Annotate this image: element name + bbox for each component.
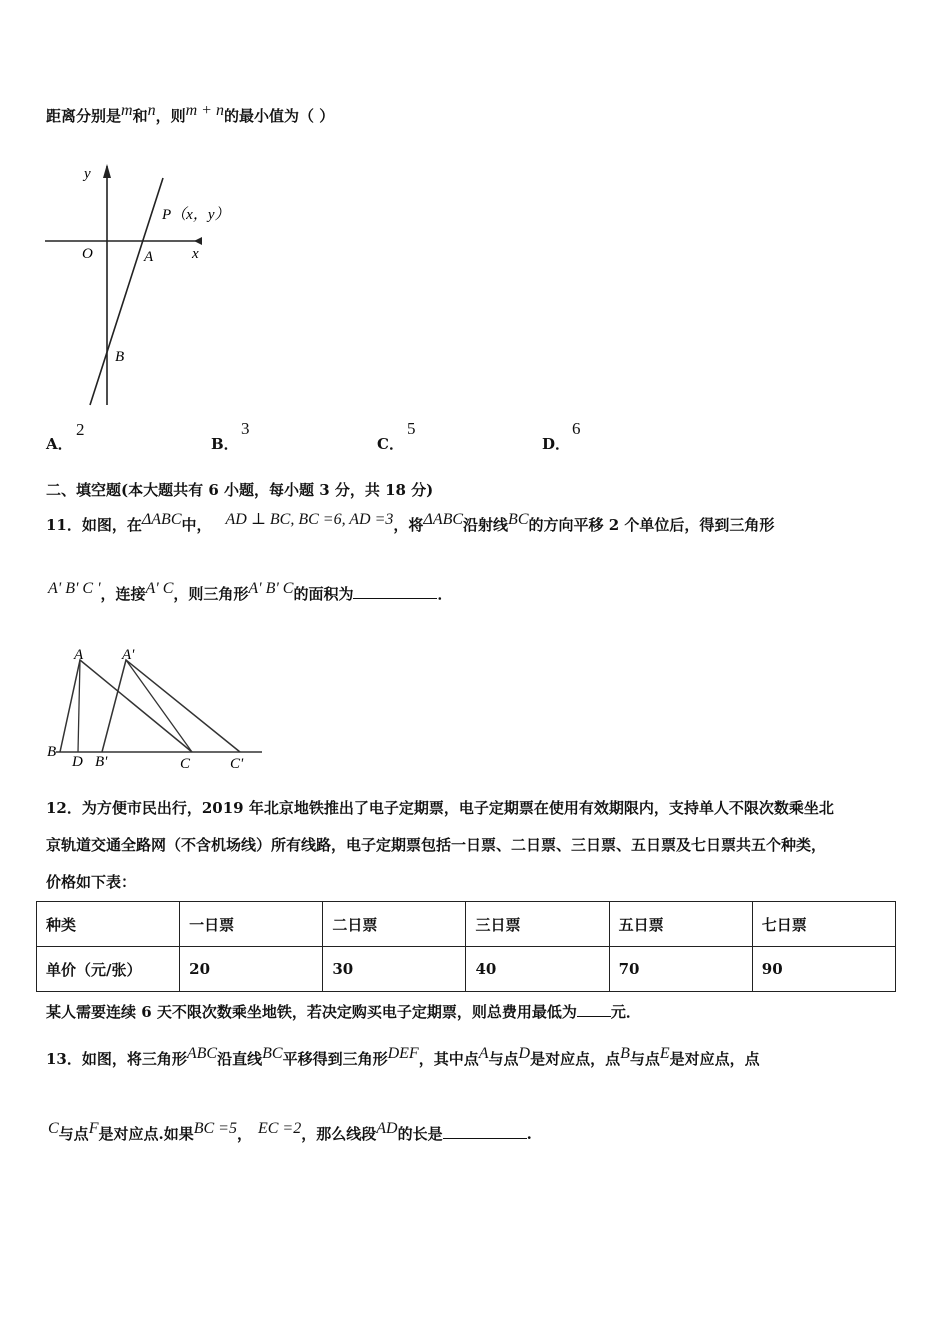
q12-stem-line1: 12．为方便市民出行，2019 年北京地铁推出了电子定期票，电子定期票在使用有效期限内，支持单人不限次数乘坐北 <box>46 799 834 817</box>
label-a-prime: A' <box>122 648 135 663</box>
table-header-cell: 种类 <box>37 902 180 947</box>
option-b: B． <box>211 435 239 453</box>
table-header-cell: 一日票 <box>180 902 323 947</box>
x-axis-label: x <box>192 246 199 262</box>
y-axis-arrow <box>103 164 111 178</box>
label-a: A <box>74 648 84 663</box>
triangle-a2b2c2 <box>102 660 240 752</box>
table-header-cell: 三日票 <box>466 902 609 947</box>
q13-answer-blank <box>443 1138 527 1139</box>
table-header-cell: 二日票 <box>323 902 466 947</box>
origin-label: O <box>82 246 93 262</box>
option-b-value: 3 <box>241 419 250 438</box>
table-row <box>37 947 896 992</box>
q12-stem-line2: 京轨道交通全路网（不含机场线）所有线路，电子定期票包括一日票、二日票、三日票、五日票及七日票共五个种类， <box>46 836 827 854</box>
table-cell: 40 <box>466 947 609 992</box>
table-header-cell: 七日票 <box>752 902 895 947</box>
q13-stem-line2: $^C$与点$^F$是对应点.如果$^{BC =5}$， $^{EC =2}$，那么线段$^{AD}$的长是 . <box>48 1120 532 1143</box>
table-header-cell: 五日票 <box>609 902 752 947</box>
y-axis-label: y <box>84 166 91 182</box>
point-p-label: P（x，y） <box>162 207 230 223</box>
q11-stem-line2: $^{A' B' C '}$，连接$^{A' C}$，则三角形$^{A' B' C}$的面积为 ． <box>48 580 453 603</box>
x-axis-arrow <box>194 237 202 245</box>
label-d: D <box>72 754 83 770</box>
altitude-ad <box>78 660 80 752</box>
option-c: C． <box>377 435 404 453</box>
q11-triangle-figure <box>44 648 266 774</box>
option-a: A． <box>46 435 73 453</box>
label-c-prime: C' <box>230 756 244 772</box>
table-cell: 70 <box>609 947 752 992</box>
option-c-value: 5 <box>407 419 416 438</box>
q13-stem-line1: 13．如图，将三角形$^{ABC}$沿直线$^{BC}$平移得到三角形$^{DEF}$，其中点$^A$与点$^D$是对应点，点$^B$与点$^E$是对应点，点 <box>46 1045 760 1068</box>
label-c: C <box>180 756 191 772</box>
point-b-label: B <box>115 349 125 365</box>
label-b: B <box>47 744 57 760</box>
point-a-label: A <box>144 249 154 265</box>
table-cell: 单价（元/张） <box>37 947 180 992</box>
section-heading: 二、填空题(本大题共有 6 小题，每小题 3 分，共 18 分) <box>46 481 434 499</box>
q10-coordinate-graph <box>40 158 260 410</box>
q12-question: 某人需要连续 6 天不限次数乘坐地铁，若决定购买电子定期票，则总费用最低为 元． <box>46 1003 641 1021</box>
table-cell: 90 <box>752 947 895 992</box>
q10-stem: 距离分别是$^m$和$^n$，则$^{m + n}$的最小值为（ ） <box>46 102 335 125</box>
label-b-prime: B' <box>95 754 108 770</box>
table-cell: 30 <box>323 947 466 992</box>
q11-answer-blank <box>353 598 437 599</box>
price-table <box>36 901 896 992</box>
q12-answer-blank <box>577 1016 611 1017</box>
line-ab <box>90 178 163 405</box>
q11-stem-line1: 11．如图，在$^{\Delta ABC}$中， $^{AD \perp BC, BC =6, AD =3}$，将$^{\Delta ABC}$沿射线$^{BC}$的方向平移 2 个单位后，得到三角形 <box>46 511 775 534</box>
table-header-row <box>37 902 896 947</box>
table-cell: 20 <box>180 947 323 992</box>
option-d-value: 6 <box>572 419 581 438</box>
q12-stem-line3: 价格如下表： <box>46 873 137 891</box>
option-d: D． <box>542 435 571 453</box>
option-a-value: 2 <box>76 420 85 439</box>
